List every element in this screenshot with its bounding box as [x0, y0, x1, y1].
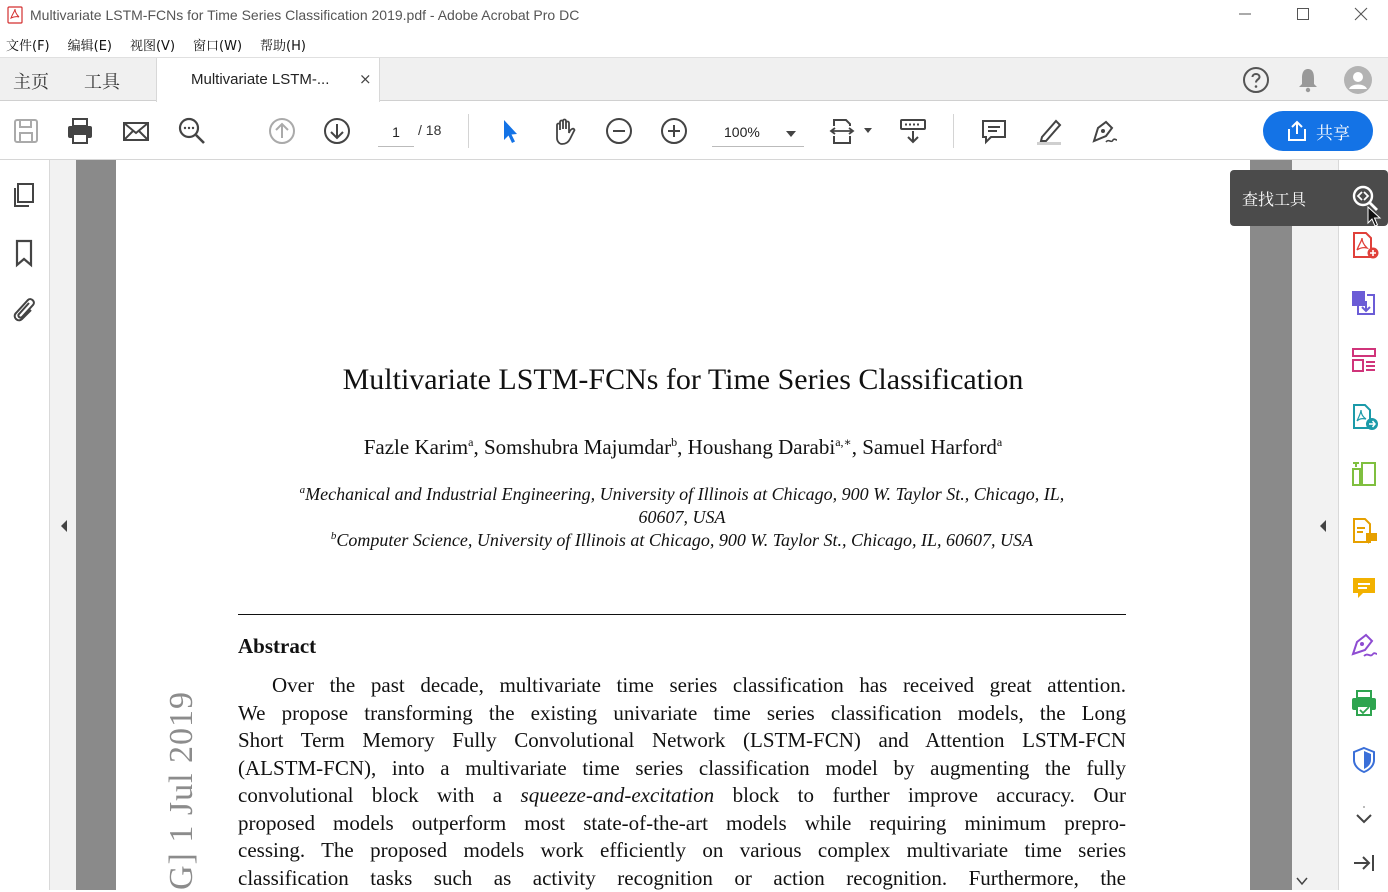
affiliation-line: Mechanical and Industrial Engineering, University of Illinois at Chicago, 900 W. Taylor St., Chicago, IL, [305, 484, 1064, 504]
chevron-left-icon [59, 519, 69, 533]
highlight-button[interactable] [1033, 115, 1065, 147]
organize-pages-icon[interactable] [1349, 345, 1379, 375]
mouse-cursor-icon [1366, 206, 1382, 228]
share-upload-icon [1286, 120, 1308, 142]
affiliation-line: Computer Science, University of Illinois at Chicago, 900 W. Taylor St., Chicago, IL, 60607, USA [336, 530, 1033, 550]
affiliation-b [238, 525, 1126, 552]
fill-sign-icon[interactable] [1349, 630, 1379, 660]
horizontal-rule [238, 614, 1126, 615]
print-icon [65, 116, 95, 146]
left-navigation-panel [0, 160, 50, 890]
share-button[interactable] [1263, 111, 1373, 151]
pen-sign-icon [1089, 116, 1119, 146]
abstract-body [238, 672, 1126, 892]
hand-tool-button[interactable] [548, 115, 580, 147]
print-production-icon[interactable] [1349, 688, 1379, 718]
toolbar-divider [953, 114, 954, 148]
affiliation-line: 60607, USA [639, 507, 726, 527]
keyboard-scroll-icon [898, 116, 928, 146]
abstract-line: Over the past decade, multivariate time series classification has received great attention. [238, 672, 1126, 700]
right-tools-panel [1338, 160, 1388, 890]
zoom-in-icon [659, 116, 689, 146]
comment-file-icon[interactable] [1349, 516, 1379, 546]
search-tools-tooltip [1230, 170, 1388, 226]
save-icon [11, 116, 41, 146]
scroll-down-arrow-icon[interactable] [1296, 876, 1308, 886]
affiliation-a [238, 479, 1126, 529]
page-total: / 18 [418, 122, 441, 138]
menu-help[interactable]: 帮助(H) [260, 35, 306, 54]
close-tab-button[interactable]: × [359, 70, 372, 88]
abstract-line: cessing. The proposed models work efficiently on various complex multivariate time series [238, 837, 1126, 865]
main-toolbar [0, 102, 1388, 160]
arrow-down-circle-icon [322, 116, 352, 146]
pdf-page [116, 160, 1250, 890]
zoom-out-icon [604, 116, 634, 146]
highlighter-icon [1034, 116, 1064, 146]
toolbar-divider [468, 114, 469, 148]
author-sup: a [468, 435, 473, 449]
edit-pdf-icon[interactable] [1349, 459, 1379, 489]
select-tool-button[interactable] [493, 115, 525, 147]
menu-file[interactable]: 文件(F) [6, 35, 50, 54]
arrow-up-circle-icon [267, 116, 297, 146]
bookmark-icon[interactable] [9, 238, 39, 268]
arxiv-stamp [148, 680, 208, 890]
window-title: Multivariate LSTM-FCNs for Time Series Classification 2019.pdf - Adobe Acrobat Pro DC [30, 7, 579, 23]
email-button[interactable] [120, 115, 152, 147]
affiliation-sup: b [331, 530, 337, 542]
author-name: Fazle Karim [364, 435, 468, 459]
comment-icon[interactable] [1349, 573, 1379, 603]
author-name: Houshang Darabi [688, 435, 836, 459]
author-name: Somshubra Majumdar [484, 435, 671, 459]
maximize-icon [1296, 7, 1310, 21]
scroll-mode-button[interactable] [897, 115, 929, 147]
search-icon [177, 116, 207, 146]
print-button[interactable] [64, 115, 96, 147]
tab-bar [0, 57, 1388, 101]
next-page-button[interactable] [321, 115, 353, 147]
user-avatar-icon[interactable] [1344, 66, 1372, 94]
zoom-value: 100% [724, 124, 760, 140]
expand-more-icon[interactable] [1349, 803, 1379, 833]
arxiv-stamp-text: G] 1 Jul 2019 [163, 691, 201, 890]
affiliation-sup: a [300, 484, 306, 496]
menu-view[interactable]: 视图(V) [130, 35, 175, 54]
export-pdf-icon[interactable] [1349, 287, 1379, 317]
abstract-line: classification tasks such as activity recognition or action recognition. Furthermore, the [238, 865, 1126, 892]
author-sup: b [671, 435, 677, 449]
page-number-input[interactable]: 1 [378, 119, 414, 147]
zoom-out-button[interactable] [603, 115, 635, 147]
chevron-left-icon [1318, 519, 1328, 533]
hand-icon [549, 116, 579, 146]
zoom-select[interactable] [712, 119, 804, 147]
acrobat-app-icon [7, 6, 23, 24]
comment-button[interactable] [978, 115, 1010, 147]
collapse-panel-icon[interactable] [1349, 848, 1379, 878]
cursor-arrow-icon [494, 116, 524, 146]
minimize-icon [1238, 7, 1252, 21]
tab-home[interactable]: 主页 [13, 68, 49, 94]
author-list: Fazle Karim$^a$, Somshubra Majumdar$^b$, Houshang Darabi$^{a,∗}$, Samuel Harford$^a$ [116, 435, 1250, 460]
abstract-line: proposed models outperform most state-of-the-art models while requiring minimum prepro- [238, 810, 1126, 838]
left-panel-toggle[interactable] [50, 160, 76, 890]
close-icon [1354, 7, 1368, 21]
share-label: 共享 [1316, 119, 1350, 144]
menu-window[interactable]: 窗口(W) [193, 35, 242, 54]
abstract-line: We propose transforming the existing univariate time series classification models, the Long [238, 700, 1126, 728]
comment-icon [979, 116, 1009, 146]
fit-page-button[interactable] [826, 115, 876, 147]
share-file-icon[interactable] [1349, 402, 1379, 432]
zoom-in-button[interactable] [658, 115, 690, 147]
tab-tools[interactable]: 工具 [84, 68, 120, 94]
chevron-down-icon [786, 131, 796, 137]
create-pdf-icon[interactable] [1349, 230, 1379, 260]
save-button[interactable] [10, 115, 42, 147]
document-tab-label: Multivariate LSTM-... [191, 71, 329, 88]
fit-page-icon [828, 116, 874, 146]
previous-page-button[interactable] [266, 115, 298, 147]
tooltip-label: 查找工具 [1242, 187, 1306, 210]
email-icon [121, 116, 151, 146]
menu-edit[interactable]: 编辑(E) [68, 35, 112, 54]
abstract-line: (ALSTM-FCN), into a multivariate time series classification model by augmenting the fully [238, 755, 1126, 783]
close-window-button[interactable] [1332, 0, 1388, 28]
notification-bell-icon[interactable] [1294, 66, 1322, 94]
attachment-icon[interactable] [9, 294, 39, 324]
author-sup: a [997, 435, 1002, 449]
abstract-line: Short Term Memory Fully Convolutional Network (LSTM-FCN) and Attention LSTM-FCN [238, 727, 1126, 755]
abstract-heading: Abstract [238, 634, 316, 659]
sign-button[interactable] [1088, 115, 1120, 147]
abstract-line: convolutional block with a squeeze-and-excitation block to further improve accuracy. Our [238, 782, 1126, 810]
maximize-button[interactable] [1274, 0, 1332, 28]
protect-icon[interactable] [1349, 745, 1379, 775]
minimize-button[interactable] [1216, 0, 1274, 28]
document-background [1250, 160, 1292, 890]
tab-document[interactable] [156, 58, 380, 102]
author-sup: a,∗ [835, 435, 851, 449]
right-panel-toggle[interactable] [1292, 160, 1338, 890]
pages-icon[interactable] [9, 180, 39, 210]
author-name: Samuel Harford [862, 435, 997, 459]
document-title: Multivariate LSTM-FCNs for Time Series Classification [116, 363, 1250, 397]
document-background [76, 160, 116, 890]
menu-bar [0, 32, 1388, 56]
title-bar [0, 0, 1388, 30]
find-button[interactable] [176, 115, 208, 147]
help-icon[interactable] [1242, 66, 1270, 94]
